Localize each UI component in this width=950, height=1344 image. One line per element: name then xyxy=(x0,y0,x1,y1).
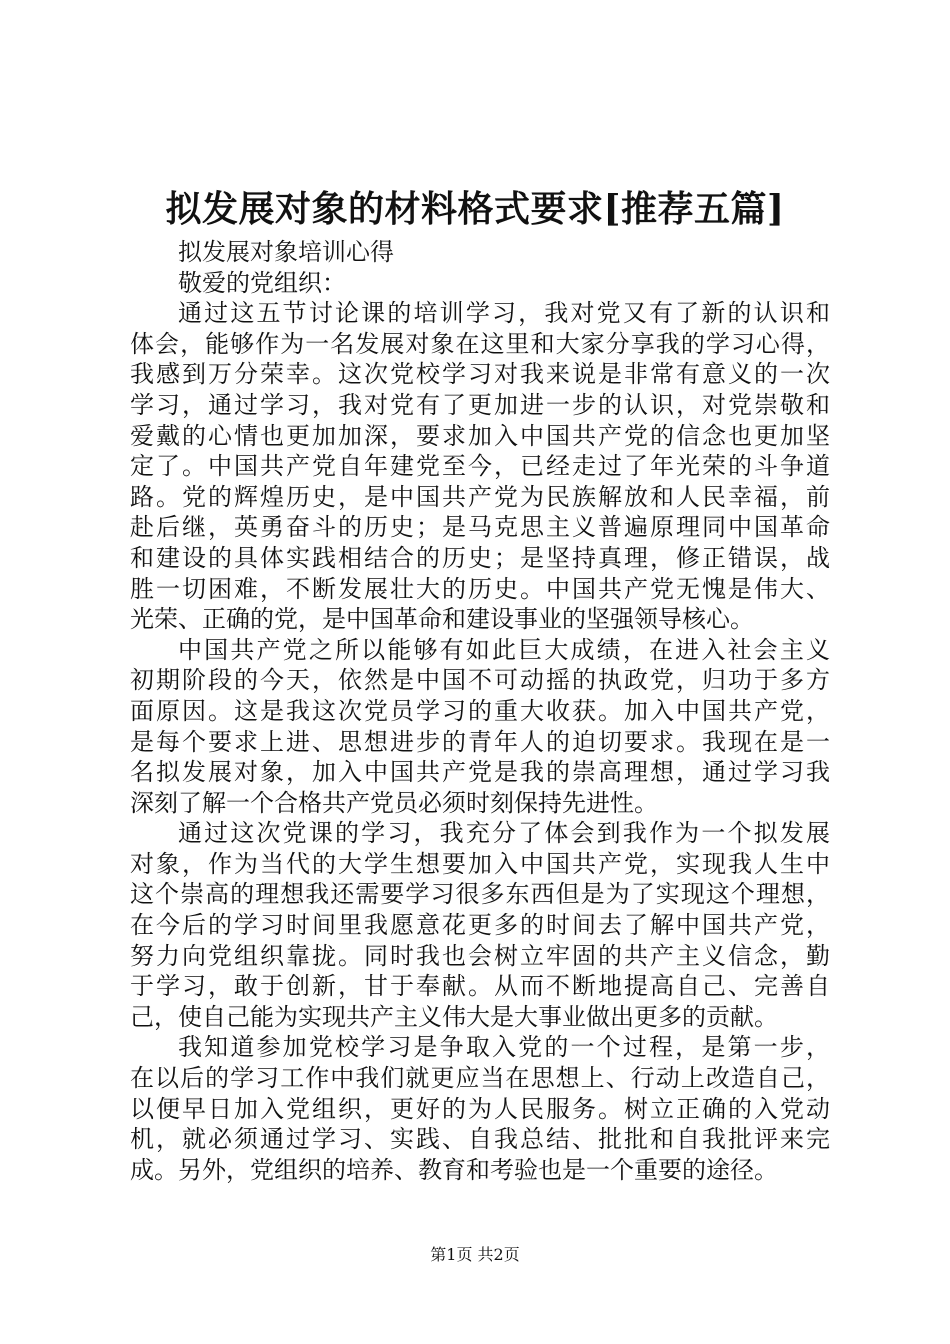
paragraph-line: 初期阶段的今天，依然是中国不可动摇的执政党，归功于多方 xyxy=(130,666,830,695)
paragraph-line: 和建设的具体实践相结合的历史；是坚持真理，修正错误，战 xyxy=(130,543,830,572)
paragraph-line: 我知道参加党校学习是争取入党的一个过程，是第一步， xyxy=(178,1033,830,1062)
paragraph-line: 通过这五节讨论课的培训学习，我对党又有了新的认识和 xyxy=(178,299,830,328)
paragraph-line: 赴后继，英勇奋斗的历史；是马克思主义普遍原理同中国革命 xyxy=(130,513,830,542)
paragraph-line: 机，就必须通过学习、实践、自我总结、批批和自我批评来完 xyxy=(130,1125,830,1154)
document-title: 拟发展对象的材料格式要求[推荐五篇] xyxy=(165,188,785,230)
document-body xyxy=(130,237,830,1185)
paragraph xyxy=(130,635,830,819)
paragraphs-container xyxy=(130,298,830,1185)
paragraph-line: 学习，通过学习，我对党有了更加进一步的认识，对党崇敬和 xyxy=(130,390,830,419)
paragraph-line: 这个崇高的理想我还需要学习很多东西但是为了实现这个理想， xyxy=(130,880,830,909)
paragraph-line: 在以后的学习工作中我们就更应当在思想上、行动上改造自己， xyxy=(130,1064,830,1093)
paragraph xyxy=(130,818,830,1032)
paragraph-line: 名拟发展对象，加入中国共产党是我的崇高理想，通过学习我 xyxy=(130,758,830,787)
paragraph-line: 在今后的学习时间里我愿意花更多的时间去了解中国共产党， xyxy=(130,911,830,940)
page-number: 第1页 共2页 xyxy=(430,1245,520,1264)
salutation: 敬爱的党组织： xyxy=(178,268,346,297)
paragraph-line: 对象，作为当代的大学生想要加入中国共产党，实现我人生中 xyxy=(130,849,830,878)
subtitle: 拟发展对象培训心得 xyxy=(178,238,394,266)
paragraph-line: 爱戴的心情也更加加深，要求加入中国共产党的信念也更加坚 xyxy=(130,421,830,450)
paragraph xyxy=(130,298,830,635)
paragraph-line: 深刻了解一个合格共产党员必须时刻保持先进性。 xyxy=(130,788,658,817)
paragraph-line: 光荣、正确的党，是中国革命和建设事业的坚强领导核心。 xyxy=(130,605,754,634)
paragraph-line: 努力向党组织靠拢。同时我也会树立牢固的共产主义信念，勤 xyxy=(130,941,830,970)
paragraph-line: 以便早日加入党组织，更好的为人民服务。树立正确的入党动 xyxy=(130,1094,830,1123)
paragraph-line: 成。另外，党组织的培养、教育和考验也是一个重要的途径。 xyxy=(130,1155,778,1184)
paragraph-line: 我感到万分荣幸。这次党校学习对我来说是非常有意义的一次 xyxy=(130,360,830,389)
paragraph-line: 定了。中国共产党自年建党至今，已经走过了年光荣的斗争道 xyxy=(130,452,830,481)
paragraph-line: 于学习，敢于创新，甘于奉献。从而不断地提高自己、完善自 xyxy=(130,972,830,1001)
paragraph-line: 胜一切困难，不断发展壮大的历史。中国共产党无愧是伟大、 xyxy=(130,574,830,603)
paragraph-line: 是每个要求上进、思想进步的青年人的迫切要求。我现在是一 xyxy=(130,727,830,756)
paragraph-line: 路。党的辉煌历史，是中国共产党为民族解放和人民幸福，前 xyxy=(130,482,830,511)
paragraph-line: 体会，能够作为一名发展对象在这里和大家分享我的学习心得， xyxy=(130,329,830,358)
paragraph-line: 己，使自己能为实现共产主义伟大是大事业做出更多的贡献。 xyxy=(130,1002,778,1031)
paragraph-line: 面原因。这是我这次党员学习的重大收获。加入中国共产党， xyxy=(130,696,830,725)
paragraph xyxy=(130,1032,830,1185)
paragraph-line: 通过这次党课的学习，我充分了体会到我作为一个拟发展 xyxy=(178,819,830,848)
paragraph-line: 中国共产党之所以能够有如此巨大成绩，在进入社会主义 xyxy=(178,635,830,664)
